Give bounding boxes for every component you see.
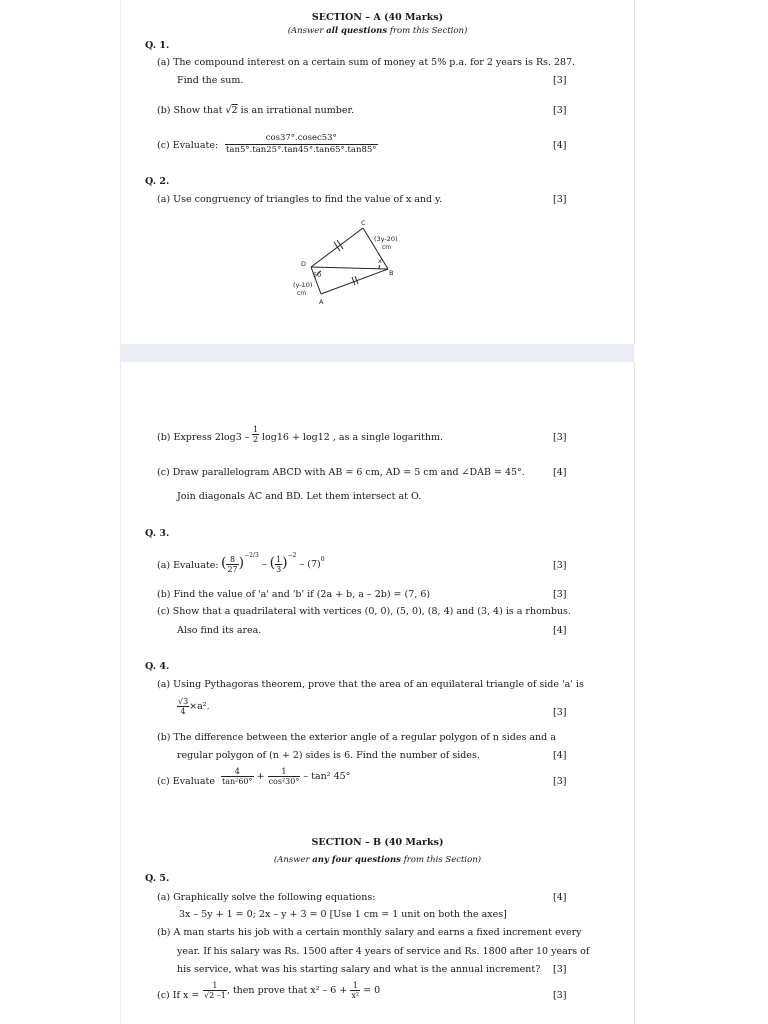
q3b-marks: [3] xyxy=(553,589,567,600)
vertex-a-label: A xyxy=(319,298,324,306)
q1c-label: (c) Evaluate: xyxy=(157,140,219,151)
side-cb-label: (3y-20) xyxy=(374,235,398,243)
q2a-marks: [3] xyxy=(553,194,567,205)
q4b-marks: [4] xyxy=(553,750,567,761)
q3a-label: (a) Evaluate: xyxy=(157,560,219,571)
q4b-line2: regular polygon of (n + 2) sides is 6. Find the number of sides. xyxy=(177,750,480,761)
q3b-text: (b) Find the value of 'a' and 'b' if (2a + b, a – 2b) = (7, 6) xyxy=(157,589,431,600)
q2b-label: (b) Express 2log3 – xyxy=(157,432,250,443)
section-a-title: SECTION – A (40 Marks) xyxy=(311,12,444,23)
section-b-title: SECTION – B (40 Marks) xyxy=(311,837,444,848)
q2-number: Q. 2. xyxy=(145,176,170,187)
q2b-fraction: $\frac{1}{2}$ xyxy=(253,425,259,444)
q4a-line1: (a) Using Pythagoras theorem, prove that the area of an equilateral triangle of side 'a' is xyxy=(157,679,584,690)
q5a-marks: [4] xyxy=(553,892,567,903)
q4c-expression: $\frac{4}{\text{tan²60°}}$ + $\frac{1}{\text{cos²30°}}$ – tan² 45° xyxy=(222,767,351,786)
exam-page-1 xyxy=(120,0,635,344)
q5a-line2: 3x – 5y + 1 = 0; 2x – y + 3 = 0 [Use 1 cm = 1 unit on both the axes] xyxy=(179,909,507,920)
q3c-line2: Also find its area. xyxy=(177,625,262,636)
side-da-unit: cm xyxy=(297,290,307,297)
q5c-marks: [3] xyxy=(553,990,567,1001)
q5b-line3: his service, what was his starting salary and what is the annual increment? xyxy=(177,964,541,975)
angle-50-label: 50 xyxy=(313,271,322,279)
q4a-expression: $\frac{√3}{4}$ ×a². xyxy=(178,697,210,716)
vertex-c-label: C xyxy=(361,219,366,227)
section-b-subtitle: (Answer any four questions from this Section) xyxy=(273,855,482,865)
q1b-marks: [3] xyxy=(553,105,567,116)
q2a-text: (a) Use congruency of triangles to find the value of x and y. xyxy=(157,194,443,205)
q1b-text: (b) Show that √2 is an irrational number. xyxy=(157,105,354,116)
congruent-triangles-figure xyxy=(281,215,401,310)
side-da-label: (y-10) xyxy=(293,281,313,289)
q5a-line1: (a) Graphically solve the following equations: xyxy=(157,892,376,903)
vertex-d-label: D xyxy=(301,260,307,268)
q5-number: Q. 5. xyxy=(145,873,170,884)
q5c-label: (c) If x = xyxy=(157,990,200,1001)
q1c-marks: [4] xyxy=(553,140,567,151)
q2b-rest: log16 + log12 , as a single logarithm. xyxy=(262,432,443,443)
q5b-marks: [3] xyxy=(553,964,567,975)
q4a-marks: [3] xyxy=(553,707,567,718)
q1a-line1: (a) The compound interest on a certain sum of money at 5% p.a. for 2 years is Rs. 287. xyxy=(157,57,576,68)
q3a-expression: ( $\frac{8}{27}$ )$^{-2/3}$ – ( $\frac{1}{3}$ )$^{-2} - (7)^0$ xyxy=(221,552,325,574)
side-cb-unit: cm xyxy=(382,244,392,251)
q3c-marks: [4] xyxy=(553,625,567,636)
q1c-fraction: $\frac{\cos 37^\circ.cosec53^\circ}{\tan 5^\circ.\tan 25^\circ.\tan 45^\circ.\tan 65^\circ.\tan 85^\circ}$ xyxy=(226,133,377,155)
section-a-subtitle: (Answer all questions from this Section) xyxy=(287,26,468,36)
exam-page-2 xyxy=(120,362,635,1024)
q3-number: Q. 3. xyxy=(145,528,170,539)
q5b-line2: year. If his salary was Rs. 1500 after 4 years of service and Rs. 1800 after 10 years of xyxy=(177,946,590,957)
q4c-marks: [3] xyxy=(553,776,567,787)
q3c-line1: (c) Show that a quadrilateral with vertices (0, 0), (5, 0), (8, 4) and (3, 4) is a rhombus. xyxy=(157,606,571,617)
q2c-line1: (c) Draw parallelogram ABCD with AB = 6 cm, AD = 5 cm and ∠DAB = 45°. xyxy=(157,467,525,478)
q1a-marks: [3] xyxy=(553,75,567,86)
q2c-line2: Join diagonals AC and BD. Let them intersect at O. xyxy=(177,491,422,502)
q4b-line1: (b) The difference between the exterior angle of a regular polygon of n sides and a xyxy=(157,732,556,743)
q1-number: Q. 1. xyxy=(145,40,170,51)
angle-x-label: x xyxy=(378,257,382,265)
q2c-marks: [4] xyxy=(553,467,567,478)
vertex-b-label: B xyxy=(389,269,394,277)
q3a-marks: [3] xyxy=(553,560,567,571)
q4-number: Q. 4. xyxy=(145,661,170,672)
q1a-line2: Find the sum. xyxy=(177,75,244,86)
page-divider xyxy=(120,344,634,362)
q4c-label: (c) Evaluate xyxy=(157,776,215,787)
q5c-expression: $\frac{1}{√2 -1}$ , then prove that x² – 6 + $\frac{1}{\text{x²}}$ = 0 xyxy=(204,981,381,1000)
q5b-line1: (b) A man starts his job with a certain monthly salary and earns a fixed increment every xyxy=(157,927,582,938)
q2b-marks: [3] xyxy=(553,432,567,443)
